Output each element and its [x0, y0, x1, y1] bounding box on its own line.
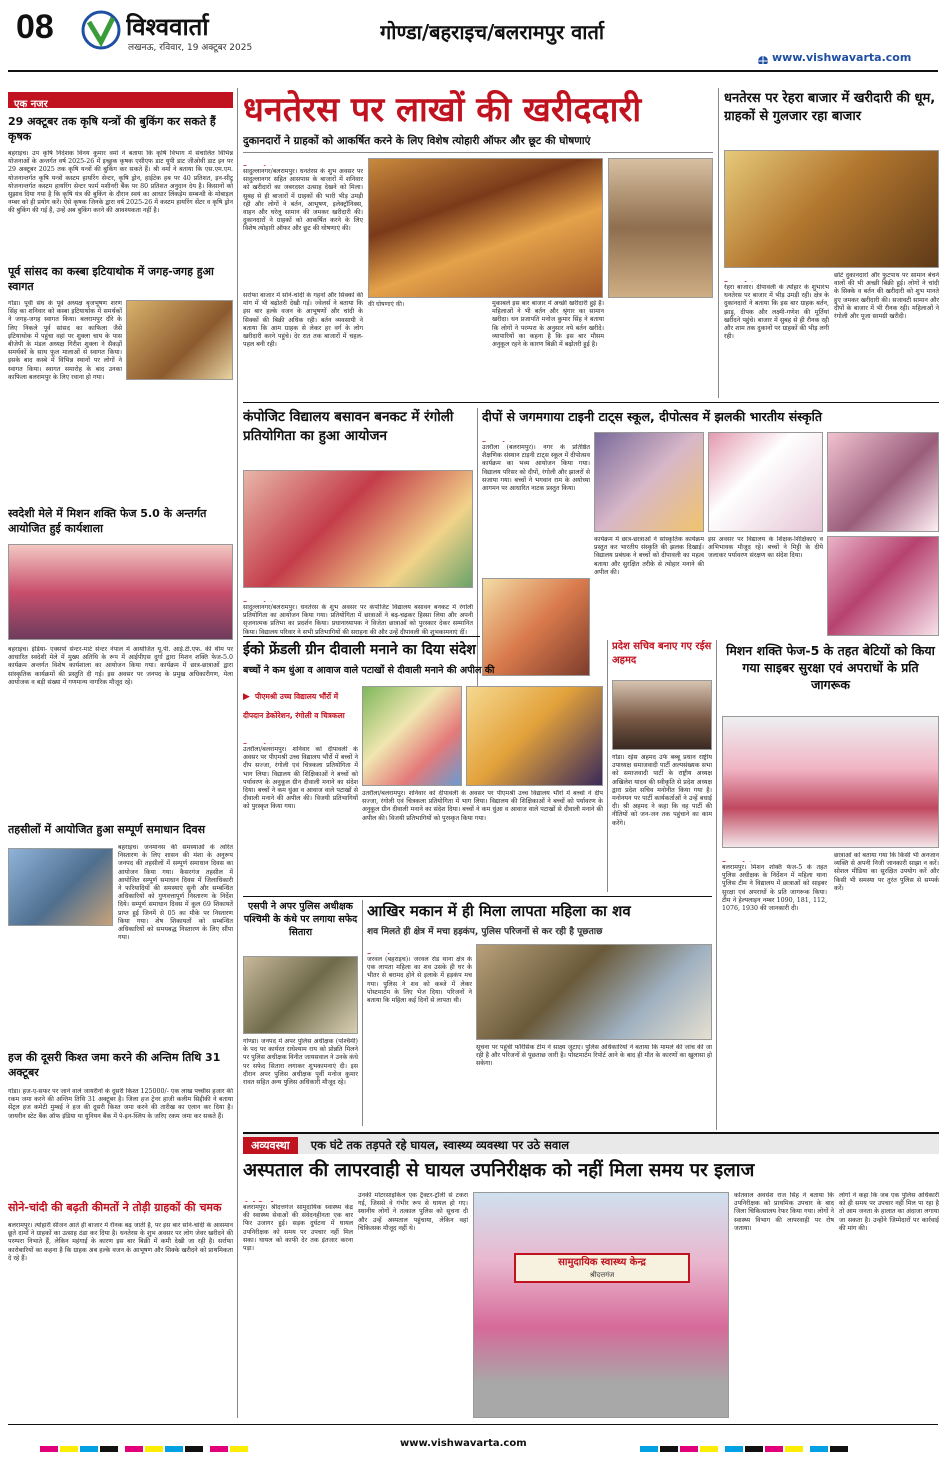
eco-body-cont: उतरौला/बलरामपुर। शनिवार को दीपावली के अवसर पर पीएमश्री उच्च विद्यालय भौंर्रो में बच्चों ने दीप सज्जा, रंगोली एवं चित्रकला प्रतियोगिता में भाग लिया। विद्यालय की शिक्षिकाओं ने बच्चों को पर्यावरण के अनुकूल ग्रीन दीवाली मनाने का संदेश दिया। बच्चों ने कम धुंआ व आवाज वाले पटाखों से दीवाली मनाने की अपील की। विजयी प्रतिभागियों को पुरस्कृत किया गया।	[362, 790, 603, 822]
hospital-byline	[243, 1192, 353, 1202]
hospital-body4: लोगों ने कहा कि जब एक पुलिस अधिकारी को ही समय पर उपचार नहीं मिल पा रहा है तो आम जनता के हालात का अंदाजा लगाया जा सकता है। उन्होंने जिम्मेदारों पर कार्रवाई की मांग की।	[839, 1192, 939, 1232]
sp-photo	[243, 956, 358, 1034]
story4-body: बहराइच। जनमानस की समस्याओं के त्वरित निस्तारण के लिए शासन की मंशा के अनुरूप जनपद की तहसीलों में सम्पूर्ण समाधान दिवस का आयोजन किया गया। कैसरगंज तहसील में आयोजित सम्पूर्ण समाधान दिवस में जिलाधिकारी ने फरियादियों की समस्याएं सुनी और सम्बन्धित अधिकारियों को गुणवत्तापूर्ण निस्तारण के निर्देश दिये। सम्पूर्ण समाधान दिवस में कुल 69 शिकायतें प्राप्त हुई जिनमें से 05 का मौके पर निस्तारण किया गया। शेष शिकायतों को सम्बन्धित अधिकारियों को समयबद्ध निस्तारण के लिए सौंपा गया।	[118, 844, 233, 942]
story2-photo	[126, 300, 233, 380]
eco-sub2: ▶ पीएमश्री उच्च विद्यालय भौंर्रो में दीपदान डेकोरेशन, रंगोली व चित्रकला	[243, 692, 345, 720]
eco-body: उतरौला/बलरामपुर। शनिवार को दीपावली के अवसर पर पीएमश्री उच्च विद्यालय भौंर्रो में बच्चों ने दीप सज्जा, रंगोली एवं चित्रकला प्रतियोगिता में भाग लिया। विद्यालय की शिक्षिकाओं ने बच्चों को पर्यावरण के अनुकूल ग्रीन दीवाली मनाने का संदेश दिया। बच्चों ने कम धुंआ व आवाज वाले पटाखों से दीवाली मनाने की अपील की। विजयी प्रतिभागियों को पुरस्कृत किया गया।	[243, 746, 358, 811]
lead-body-left: सादुल्लानगर/बलरामपुर। धनतेरस के शुभ अवसर पर सादुल्लानगर सहित आसपास के बाजारों में शनिवार को खरीदारों का जबरदस्त उत्साह देखने को मिला। सुबह से ही बाजारों में ग्राहकों की भारी भीड़ उमड़ी रही और लोगों ने बर्तन, आभूषण, इलेक्ट्रॉनिक्स, वाहन और घरेलू सामान की जमकर खरीदारी की। दुकानदारों ने ग्राहकों को आकर्षित करने के लिए विशेष त्योहारी ऑफर और छूट की घोषणाएं की।	[243, 168, 363, 233]
mission-photo	[722, 716, 939, 848]
missing-photo-1	[476, 944, 712, 1040]
page-number: 08	[16, 8, 54, 46]
mission-body1: बलरामपुर। मिशन शक्ति फेज-5 के तहत पुलिस अधीक्षक के निर्देशन में महिला थाना पुलिस टीम ने विद्यालय में छात्राओं को साइबर सुरक्षा एवं अपराधों के प्रति जागरूक किया। टीम ने हेल्पलाइन नम्बर 1090, 181, 112, 1076, 1930 की जानकारी दी।	[722, 864, 827, 913]
color-registration-bar	[40, 1440, 320, 1452]
brand-name: विश्ववार्ता	[126, 13, 209, 40]
story3-headline: स्वदेशी मेले में मिशन शक्ति फेज 5.0 के अन्तर्गत आयोजित हुई कार्यशाला	[8, 507, 207, 535]
hospital-body2: उनकी मोटरसाइकिल एक ट्रैक्टर-ट्रॉली से टकरा गई, जिससे वे गंभीर रूप से घायल हो गए। स्थानीय लोगों ने तत्काल पुलिस को सूचना दी और उन्हें अस्पताल पहुंचाया, लेकिन वहां चिकित्सक मौजूद नहीं थे।	[358, 1192, 468, 1232]
hospital-body3: कोतवाल अवधेश राज सिंह ने बताया कि उपनिरीक्षक को प्राथमिक उपचार के बाद जिला चिकित्सालय रेफर किया गया। लोगों ने स्वास्थ्य विभाग की लापरवाही पर रोष जताया।	[734, 1192, 834, 1232]
section-title: गोण्डा/बहराइच/बलरामपुर वार्ता	[380, 20, 605, 44]
hospital-kicker: अव्यवस्था	[243, 1137, 298, 1154]
story4-headline: तहसीलों में आयोजित हुआ सम्पूर्ण समाधान दिवस	[8, 823, 206, 836]
comp-byline	[243, 592, 353, 602]
story4-photo	[8, 848, 113, 926]
lead-photo-caption: की घोषणाएं की।	[368, 301, 405, 308]
deep-photo-3	[827, 432, 939, 532]
hospital-sign: सामुदायिक स्वास्थ्य केन्द्र श्रीदत्तगंज	[514, 1253, 690, 1283]
story5-body: गोंडा। हज-ए-सफर पर जाने वाले जायरीनों के दूसरी किश्त 125000/- एक लाख पच्चीस हजार की रकम जमा करने की अन्तिम तिथि 31 अक्टूबर है। जिला हज ट्रेनर हाजी कलीम सिद्दीकी ने बताया सेंट्रल हज कमेटी मुम्बई ने हज की दूसरी किश्त जमा करने की तारीख का एलान कर दिया है। जायरीन स्टेट बैंक ऑफ इंडिया या यूनियन बैंक में पे-इन-स्लिप के जरिए रकम जमा कर सकते हैं।	[8, 1088, 233, 1120]
deep-byline	[482, 432, 592, 442]
lead-body-mid: सर्राफा बाजार में सोने-चांदी के गहनों और सिक्कों की मांग में भी बढ़ोतरी देखी गई। ज्वेलर्स ने बताया कि इस बार हल्के वजन के आभूषणों और चांदी के सिक्कों की बिक्री अधिक रही। बर्तन व्यवसायी ने बताया कि आम ग्राहक से लेकर हर वर्ग के लोग खरीदारी करने पहुंचे। देर रात तक बाजारों में चहल-पहल बनी रही।	[243, 292, 363, 349]
masthead	[0, 0, 945, 82]
sidebar-label: एक नजर	[8, 92, 233, 108]
story2-headline: पूर्व सांसद का कस्बा इटियाथोक में जगह-जगह हुआ स्वागत	[8, 265, 214, 293]
globe-icon	[757, 52, 769, 64]
eco-photo-2	[466, 686, 603, 786]
deep-photo-5	[827, 536, 939, 636]
comp-body: सादुल्लानगर/बलरामपुर। धनतेरस के शुभ अवसर पर कंपोजिट विद्यालय बसावन बनकट में रंगोली प्रतियोगिता का आयोजन किया गया। प्रतियोगिता में छात्राओं ने बढ़-चढ़कर हिस्सा लिया और अपनी सृजनात्मक प्रतिभा का प्रदर्शन किया। प्रधानाध्यापक ने विजेता छात्राओं को पुरस्कार देकर सम्मानित किया। विद्यालय परिवार ने सभी प्रतिभागियों की सराहना की और उन्हें दीपावली की शुभकामनाएं दीं।	[243, 604, 473, 636]
lead-byline	[243, 156, 363, 166]
color-registration-bar-right	[640, 1440, 920, 1452]
masthead-url[interactable]: www.vishwavarta.com	[772, 51, 912, 64]
story3-photo	[8, 544, 233, 640]
masthead-dateline: लखनऊ, रविवार, 19 अक्टूबर 2025	[128, 43, 253, 53]
eco-subhead: बच्चों ने कम धुंआ व आवाज वाले पटाखों से दीवाली मनाने की अपील की	[243, 665, 495, 676]
lead-headline: धनतेरस पर लाखों की खरीददारी	[243, 90, 642, 130]
right-top-body2: छोटे दुकानदारों और फुटपाथ पर सामान बेचने वालों की भी अच्छी बिक्री हुई। लोगों ने चांदी के सिक्के व बर्तन की खरीदारी को शुभ मानते हुए जमकर खरीदारी की। सजावटी सामान और दीपों के बाजार में भी रौनक रही। महिलाओं ने रंगोली और पूजा सामग्री खरीदी।	[834, 272, 939, 321]
deep-photo-1	[594, 432, 704, 532]
deep-photo-2	[708, 432, 823, 532]
lead-photo	[368, 158, 603, 298]
mission-body2: छात्राओं को बताया गया कि किसी भी अनजान व्यक्ति से अपनी निजी जानकारी साझा न करें। सोशल मीडिया का सुरक्षित उपयोग करें और किसी भी समस्या पर तुरंत पुलिस से सम्पर्क करें।	[834, 852, 939, 892]
story6-headline: सोने-चांदी की बढ़ती कीमतों ने तोड़ी ग्राहकों की चमक	[8, 1201, 222, 1214]
missing-subhead: शव मिलते ही क्षेत्र में मचा हड़कंप, पुलिस परिजनों से कर रही है पूछताछ	[367, 927, 603, 937]
lead-subhead: दुकानदारों ने ग्राहकों को आकर्षित करने के लिए विशेष त्योहारी ऑफर और छूट की घोषणाएं	[243, 135, 591, 147]
missing-byline	[367, 944, 477, 954]
hospital-photo	[473, 1192, 729, 1418]
hospital-body1: बलरामपुर। श्रीदत्तगंज सामुदायिक स्वास्थ्य केंद्र की स्वास्थ्य सेवाओं की संवेदनहीनता एक बार फिर उजागर हुई। सड़क दुर्घटना में घायल उपनिरीक्षक को समय पर उपचार नहीं मिल सका। घायल को काफी देर तक इंतजार करना पड़ा।	[243, 1204, 353, 1253]
hospital-headline: अस्पताल की लापरवाही से घायल उपनिरीक्षक को नहीं मिला समय पर इलाज	[243, 1160, 755, 1181]
story5-headline: हज की दूसरी किश्त जमा करने की अन्तिम तिथि 31 अक्टूबर	[8, 1051, 221, 1079]
mission-headline: मिशन शक्ति फेज-5 के तहत बेटियों को किया गया साइबर सुरक्षा एवं अपराधों के प्रति जागरूक	[726, 643, 935, 692]
hospital-kicker-bar	[243, 1132, 939, 1154]
story3-body: बहराइच। इंडिया- एक्सपो सेन्टर-मार्ट सेन्टर नेपाल में आयोजित यू.पी. आई.टी.एफ. की थीम पर आधारित स्वदेशी मेले में मुख्य अतिथि के रूप में आईपीएस दुर्गा द्वारा मिशन शक्ति फेज-5.0 कार्यक्रम अन्तर्गत विशेष कार्यशाला का आयोजन किया गया। कार्यक्रम में छात्र-छात्राओं द्वारा सांस्कृतिक कार्यक्रमों की प्रस्तुति दी गई। इस अवसर पर जनपद के प्रमुख अधिकारीगण, मेला आयोजक व बड़ी संख्या में गणमान्य नागरिक मौजूद रहे।	[8, 646, 233, 686]
rais-photo	[612, 680, 712, 750]
right-top-headline: धनतेरस पर रेहरा बाजार में खरीदारी की धूम, ग्राहकों से गुलजार रहा बाजार	[724, 91, 936, 124]
hospital-kicker-head: एक घंटे तक तड़पते रहे घायल, स्वास्थ्य व्यवस्था पर उठे सवाल	[310, 1138, 570, 1152]
deep-headline: दीपों से जगमगाया टाइनी टाट्स स्कूल, दीपोत्सव में झलकी भारतीय संस्कृति	[482, 409, 823, 424]
eco-photo-1	[362, 686, 462, 786]
eco-headline: ईको फ्रेंडली ग्रीन दीवाली मनाने का दिया संदेश	[243, 642, 476, 658]
rais-body: गोंडा। रईस अहमद उर्फ बब्बू प्रधान राष्ट्रीय उपाध्यक्ष समाजवादी पार्टी अल्पसंख्यक सभा को समाजवादी पार्टी के राष्ट्रीय अध्यक्ष अखिलेश यादव की स्वीकृति से प्रदेश अध्यक्ष द्वारा प्रदेश सचिव मनोनीत किया गया है। मनोनयन पर पार्टी कार्यकर्ताओं ने उन्हें बधाई दी। श्री अहमद ने कहा कि वह पार्टी की नीतियों को जन-जन तक पहुंचाने का काम करेंगे।	[612, 754, 712, 827]
sp-body: गोण्डा। जनपद में अपर पुलिस अधीक्षक (पश्चिमी) के पद पर कार्यरत राधेश्याम राय को प्रोन्नति मिलने पर पुलिस अधीक्षक विनीत जायसवाल ने उनके कंधे पर सफेद सितारा लगाकर शुभकामनाएं दी। इस दौरान अपर पुलिस अधीक्षक पूर्वी मनोज कुमार रावत सहित अन्य पुलिस अधिकारी मौजूद रहे।	[243, 1038, 358, 1087]
rais-headline: प्रदेश सचिव बनाए गए रईस अहमद	[612, 641, 712, 666]
comp-photo	[243, 470, 473, 588]
sp-headline: एसपी ने अपर पुलिस अधीक्षक पश्चिमी के कंधे पर लगाया सफेद सितारा	[243, 901, 358, 938]
brand-logo-icon	[80, 10, 122, 50]
missing-body1: जरवल (बहराइच)। जरवल रोड थाना क्षेत्र के एक लापता महिला का शव उसके ही घर के भीतर से बरामद होने से इलाके में हड़कंप मच गया। पुलिस ने शव को कब्जे में लेकर पोस्टमार्टम के लिए भेज दिया। परिजनों ने बताया कि महिला कई दिनों से लापता थी।	[367, 956, 472, 1005]
deep-body3: इस अवसर पर विद्यालय के शिक्षक-शिक्षिकाएं व अभिभावक मौजूद रहे। बच्चों ने मिट्टी के दीये जलाकर पर्यावरण संरक्षण का संदेश दिया।	[708, 536, 823, 560]
right-top-byline	[724, 272, 834, 282]
story1-headline: 29 अक्टूबर तक कृषि यन्त्रों की बुकिंग कर सकते हैं कृषक	[8, 115, 216, 143]
lead-body-right: मुकाबले इस बार बाजार में अच्छी खरीदारी हुई है। महिलाओं ने भी बर्तन और श्रृंगार का सामान खरीदा। धन प्रजापति मनोज कुमार सिंह ने बताया कि लोगों ने परम्परा के अनुसार नये बर्तन खरीदे। व्यापारियों का कहना है कि इस बार मौसम अनुकूल रहने के कारण बिक्री में बढ़ोतरी हुई है।	[492, 300, 604, 349]
lead-photo-2	[608, 158, 713, 298]
sidebar	[8, 88, 233, 1418]
comp-headline: कंपोजिट विद्यालय बसावन बनकट में रंगोली प्रतियोगिता का हुआ आयोजन	[243, 409, 454, 444]
right-top-body1: रेहरा बाजार। दीपावली के त्योहार के शुभारंभ धनतेरस पर बाजार में भीड़ उमड़ी रही। क्षेत्र के दुकानदारों ने बताया कि इस बार ग्राहक बर्तन, झाड़ू, दीपक और लक्ष्मी-गणेश की मूर्तियां खरीदने पहुंचे। बाजार में सुबह से ही रौनक रही और शाम तक दुकानों पर ग्राहकों की भीड़ लगी रही।	[724, 284, 829, 341]
missing-headline: आखिर मकान में ही मिला लापता महिला का शव	[367, 902, 631, 920]
story2-body: गोंडा। पूर्वी संघ के पूर्व अध्यक्ष बृजभूषण शरण सिंह का शनिवार को कस्बा इटियाथोक में समर्थकों ने जगह-जगह स्वागत किया। बलरामपुर दौरे के लिए निकले पूर्व सांसद का काफिला जैसे इटियाथोक में पहुंचा वहां पर शुक्ला चाय के पास बीजेपी के मंडल अध्यक्ष गिरीश शुक्ला ने सैकड़ों समर्थकों के साथ फूल मालाओं से स्वागत किया। इसके बाद कस्बे में विभिन्न स्थानों पर लोगों ने स्वागत किया। स्वागत समारोह के बाद उनका काफिला बलरामपुर के लिए रवाना हो गया।	[8, 300, 122, 381]
story1-body: बहराइच। उप कृषि निदेशक विनय कुमार वर्मा ने बताया कि कृषि विभाग में संचालित विभिन्न योजनाओं के अन्तर्गत वर्ष 2025-26 में इच्छुक कृषक एसीएफ डाट यूपी डाट जीओवी डाट इन पर 29 अक्टूबर 2025 तक कृषि यन्त्रों की बुकिंग कर सकते हैं। श्री वर्मा ने बताया कि एस.एम.एम. योजनान्तर्गत कृषि यन्त्रों कस्टम हायरिंग सेन्टर, कृषि ड्रोन, हाईटेक हब पर 40 प्रतिशत, इन-सीटू योजनान्तर्गत कस्टम हायरिंग सेन्टर फार्म मशीनरी बैंक पर 80 प्रतिशत अनुदान देय है। किसानों को सुझाव दिया गया है कि कृषि यंत्र की बुकिंग के दौरान स्वयं का आधार लिंकड़ेम सम्बन्धी के मोबाइल नम्बर को ही प्रयोग करें। ऐसे कृषक जिनके द्वारा वर्ष 2025-26 में कस्टम हायरिंग सेंटर व कृषि ड्रोन की बुकिंग की गई है, उन्हें अब बुकिंग करने की आवश्यकता नहीं है।	[8, 150, 233, 215]
eco-byline	[243, 734, 353, 744]
missing-body2: सूचना पर पहुंची फॉरेंसिक टीम ने साक्ष्य जुटाए। पुलिस अधिकारियों ने बताया कि मामले की जांच की जा रही है और परिजनों से पूछताछ जारी है। पोस्टमार्टम रिपोर्ट आने के बाद ही मौत के कारणों का खुलासा हो सकेगा।	[476, 1044, 712, 1068]
story6-body: बलरामपुर। त्योहारी सीजन आते ही बाजार में रौनक बढ़ जाती है, पर इस बार सोने-चांदी के आसमान छूते दामों ने ग्राहकों का उत्साह ठंडा कर दिया है। धनतेरस के शुभ अवसर पर लोग जेवर खरीदने की परम्परा निभाते हैं, लेकिन महंगाई के कारण इस बार बिक्री में कमी देखी जा रही है। सर्राफा कारोबारियों का कहना है कि ग्राहक अब हल्के वजन के आभूषण और सिक्के खरीदने को प्राथमिकता दे रहे हैं।	[8, 1222, 233, 1262]
mission-byline	[722, 852, 832, 862]
deep-body2: कार्यक्रम में छात्र-छात्राओं ने सांस्कृतिक कार्यक्रम प्रस्तुत कर भारतीय संस्कृति की झलक दिखाई। विद्यालय प्रबंधक ने बच्चों को दीपावली का महत्व बताया और सुरक्षित तरीके से त्योहार मनाने की अपील की।	[594, 536, 704, 576]
deep-body1: उतरौला (बलरामपुर)। नगर के प्रतिष्ठित शैक्षणिक संस्थान टाइनी टाट्स स्कूल में दीपोत्सव कार्यक्रम का भव्य आयोजन किया गया। विद्यालय परिसर को दीपों, रंगोली और झालरों से सजाया गया। बच्चों ने भगवान राम के अयोध्या आगमन पर आधारित नाटक प्रस्तुत किया।	[482, 444, 590, 493]
bullet-icon: ▶	[243, 692, 250, 702]
right-top-photo	[724, 150, 939, 268]
footer-url[interactable]: www.vishwavarta.com	[400, 1438, 527, 1449]
